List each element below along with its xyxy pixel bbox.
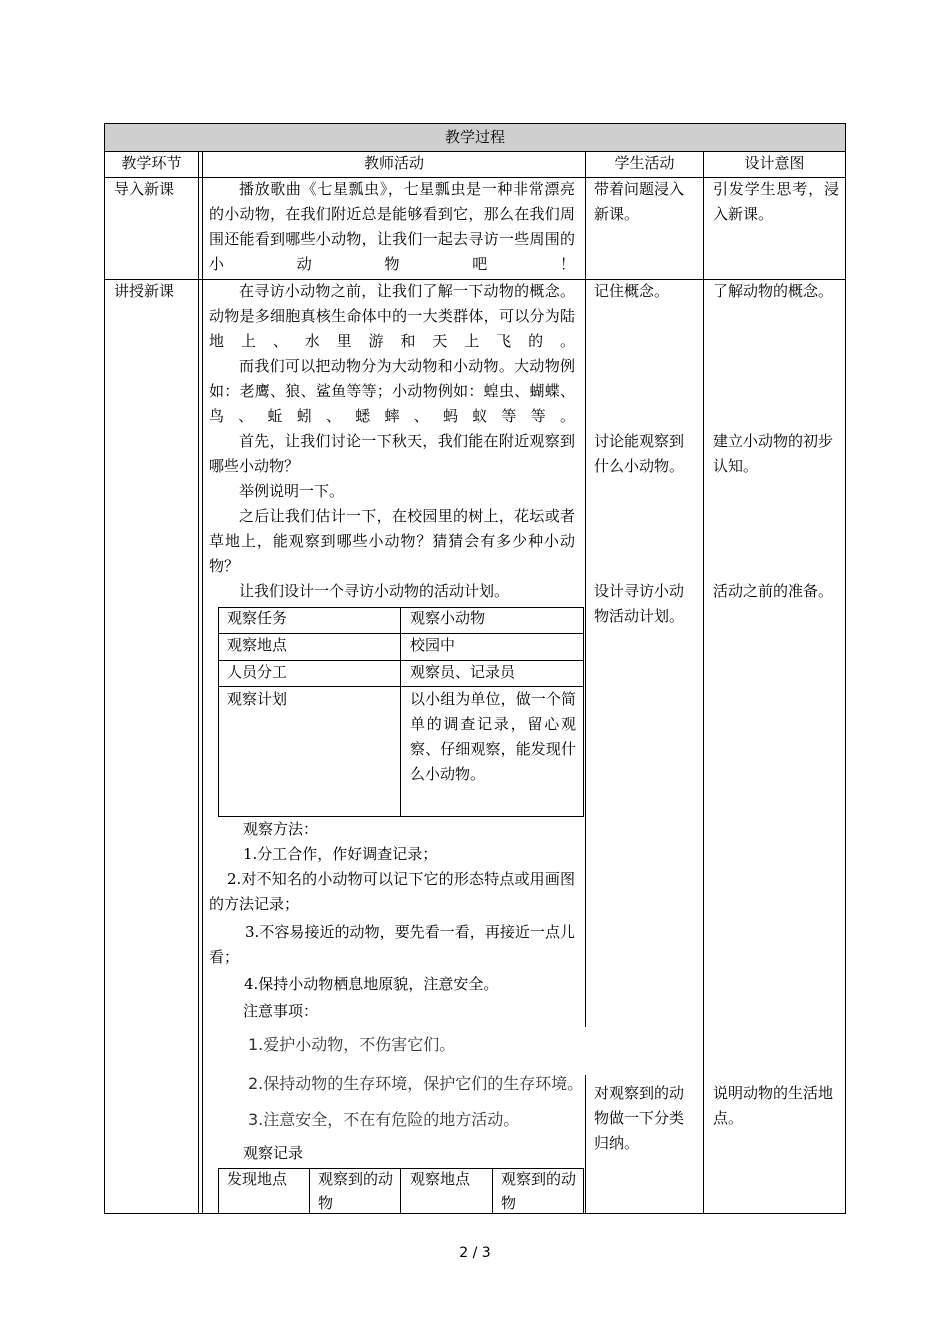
plan-value-roles: 观察员、记录员 bbox=[410, 663, 516, 681]
teacher-paragraph-2: 而我们可以把动物分为大动物和小动物。大动物例如：老鹰、狼、鲨鱼等等；小动物例如：蝗虫、蝴蝶、鸟、蚯蚓、蟋蟀、蚂蚁等等。 bbox=[209, 357, 575, 425]
student-activity-2: 讨论能观察到什么小动物。 bbox=[594, 432, 685, 475]
method-2: 2.对不知名的小动物可以记下它的形态特点或用画图的方法记录； bbox=[209, 870, 575, 913]
plan-key-task: 观察任务 bbox=[227, 609, 288, 627]
record-title: 观察记录 bbox=[243, 1144, 304, 1162]
intent-intro: 引发学生思考，浸入新课。 bbox=[713, 180, 839, 223]
plan-value-plan: 以小组为单位，做一个简单的调查记录，留心观察、仔细观察，能发现什么小动物。 bbox=[410, 690, 576, 783]
plan-key-location: 观察地点 bbox=[227, 636, 288, 654]
header-stage: 教学环节 bbox=[121, 154, 182, 172]
plan-key-roles: 人员分工 bbox=[227, 663, 288, 681]
teacher-paragraph-1: 在寻访小动物之前，让我们了解一下动物的概念。动物是多细胞真核生命体中的一大类群体，可以分为陆地上、水里游和天上飞的。 bbox=[209, 282, 575, 350]
teacher-paragraph-5: 之后让我们估计一下，在校园里的树上，花坛或者草地上，能观察到哪些小动物？猜猜会有多少种小动物？ bbox=[209, 507, 575, 575]
note-1: 1.爱护小动物，不伤害它们。 bbox=[248, 1035, 456, 1054]
student-activity-1: 记住概念。 bbox=[594, 282, 670, 300]
methods-title: 观察方法： bbox=[243, 820, 319, 838]
stage-new-lesson: 讲授新课 bbox=[114, 282, 175, 300]
record-header-1: 发现地点 bbox=[227, 1170, 288, 1188]
intent-1: 了解动物的概念。 bbox=[713, 282, 834, 300]
note-3: 3.注意安全，不在有危险的地方活动。 bbox=[248, 1110, 520, 1129]
page-number: 2 / 3 bbox=[459, 1245, 491, 1261]
student-activity-3: 设计寻访小动物活动计划。 bbox=[594, 582, 685, 625]
plan-value-task: 观察小动物 bbox=[410, 609, 486, 627]
teacher-paragraph-4: 举例说明一下。 bbox=[239, 482, 345, 500]
intent-4: 说明动物的生活地点。 bbox=[713, 1084, 834, 1127]
plan-value-location: 校园中 bbox=[410, 636, 456, 654]
method-1: 1.分工合作，作好调查记录； bbox=[243, 845, 438, 863]
method-3: 3.不容易接近的动物，要先看一看，再接近一点儿看； bbox=[209, 923, 575, 966]
intent-2: 建立小动物的初步认知。 bbox=[713, 432, 834, 475]
header-intent: 设计意图 bbox=[744, 154, 805, 172]
header-teacher: 教师活动 bbox=[363, 154, 424, 172]
student-activity-4: 对观察到的动物做一下分类归纳。 bbox=[594, 1084, 685, 1152]
method-4: 4.保持小动物栖息地原貌，注意安全。 bbox=[244, 975, 499, 993]
stage-intro: 导入新课 bbox=[114, 180, 175, 198]
teacher-paragraph-3: 首先，让我们讨论一下秋天，我们能在附近观察到哪些小动物？ bbox=[209, 432, 575, 475]
student-intro: 带着问题浸入新课。 bbox=[594, 180, 685, 223]
teacher-paragraph-6: 让我们设计一个寻访小动物的活动计划。 bbox=[239, 582, 510, 600]
intent-3: 活动之前的准备。 bbox=[713, 582, 834, 600]
note-2: 2.保持动物的生存环境，保护它们的生存环境。 bbox=[248, 1074, 584, 1093]
record-header-4: 观察到的动物 bbox=[501, 1170, 577, 1212]
table-title: 教学过程 bbox=[444, 128, 505, 146]
header-student: 学生活动 bbox=[614, 154, 675, 172]
notes-title: 注意事项： bbox=[243, 1002, 319, 1020]
plan-key-plan: 观察计划 bbox=[227, 690, 288, 708]
record-header-2: 观察到的动物 bbox=[318, 1170, 394, 1212]
teacher-intro: 播放歌曲《七星瓢虫》，七星瓢虫是一种非常漂亮的小动物，在我们附近总是能够看到它，那么在我们周围还能看到哪些小动物，让我们一起去寻访一些周围的小动物吧！ bbox=[209, 180, 575, 273]
record-header-3: 观察地点 bbox=[410, 1170, 471, 1188]
